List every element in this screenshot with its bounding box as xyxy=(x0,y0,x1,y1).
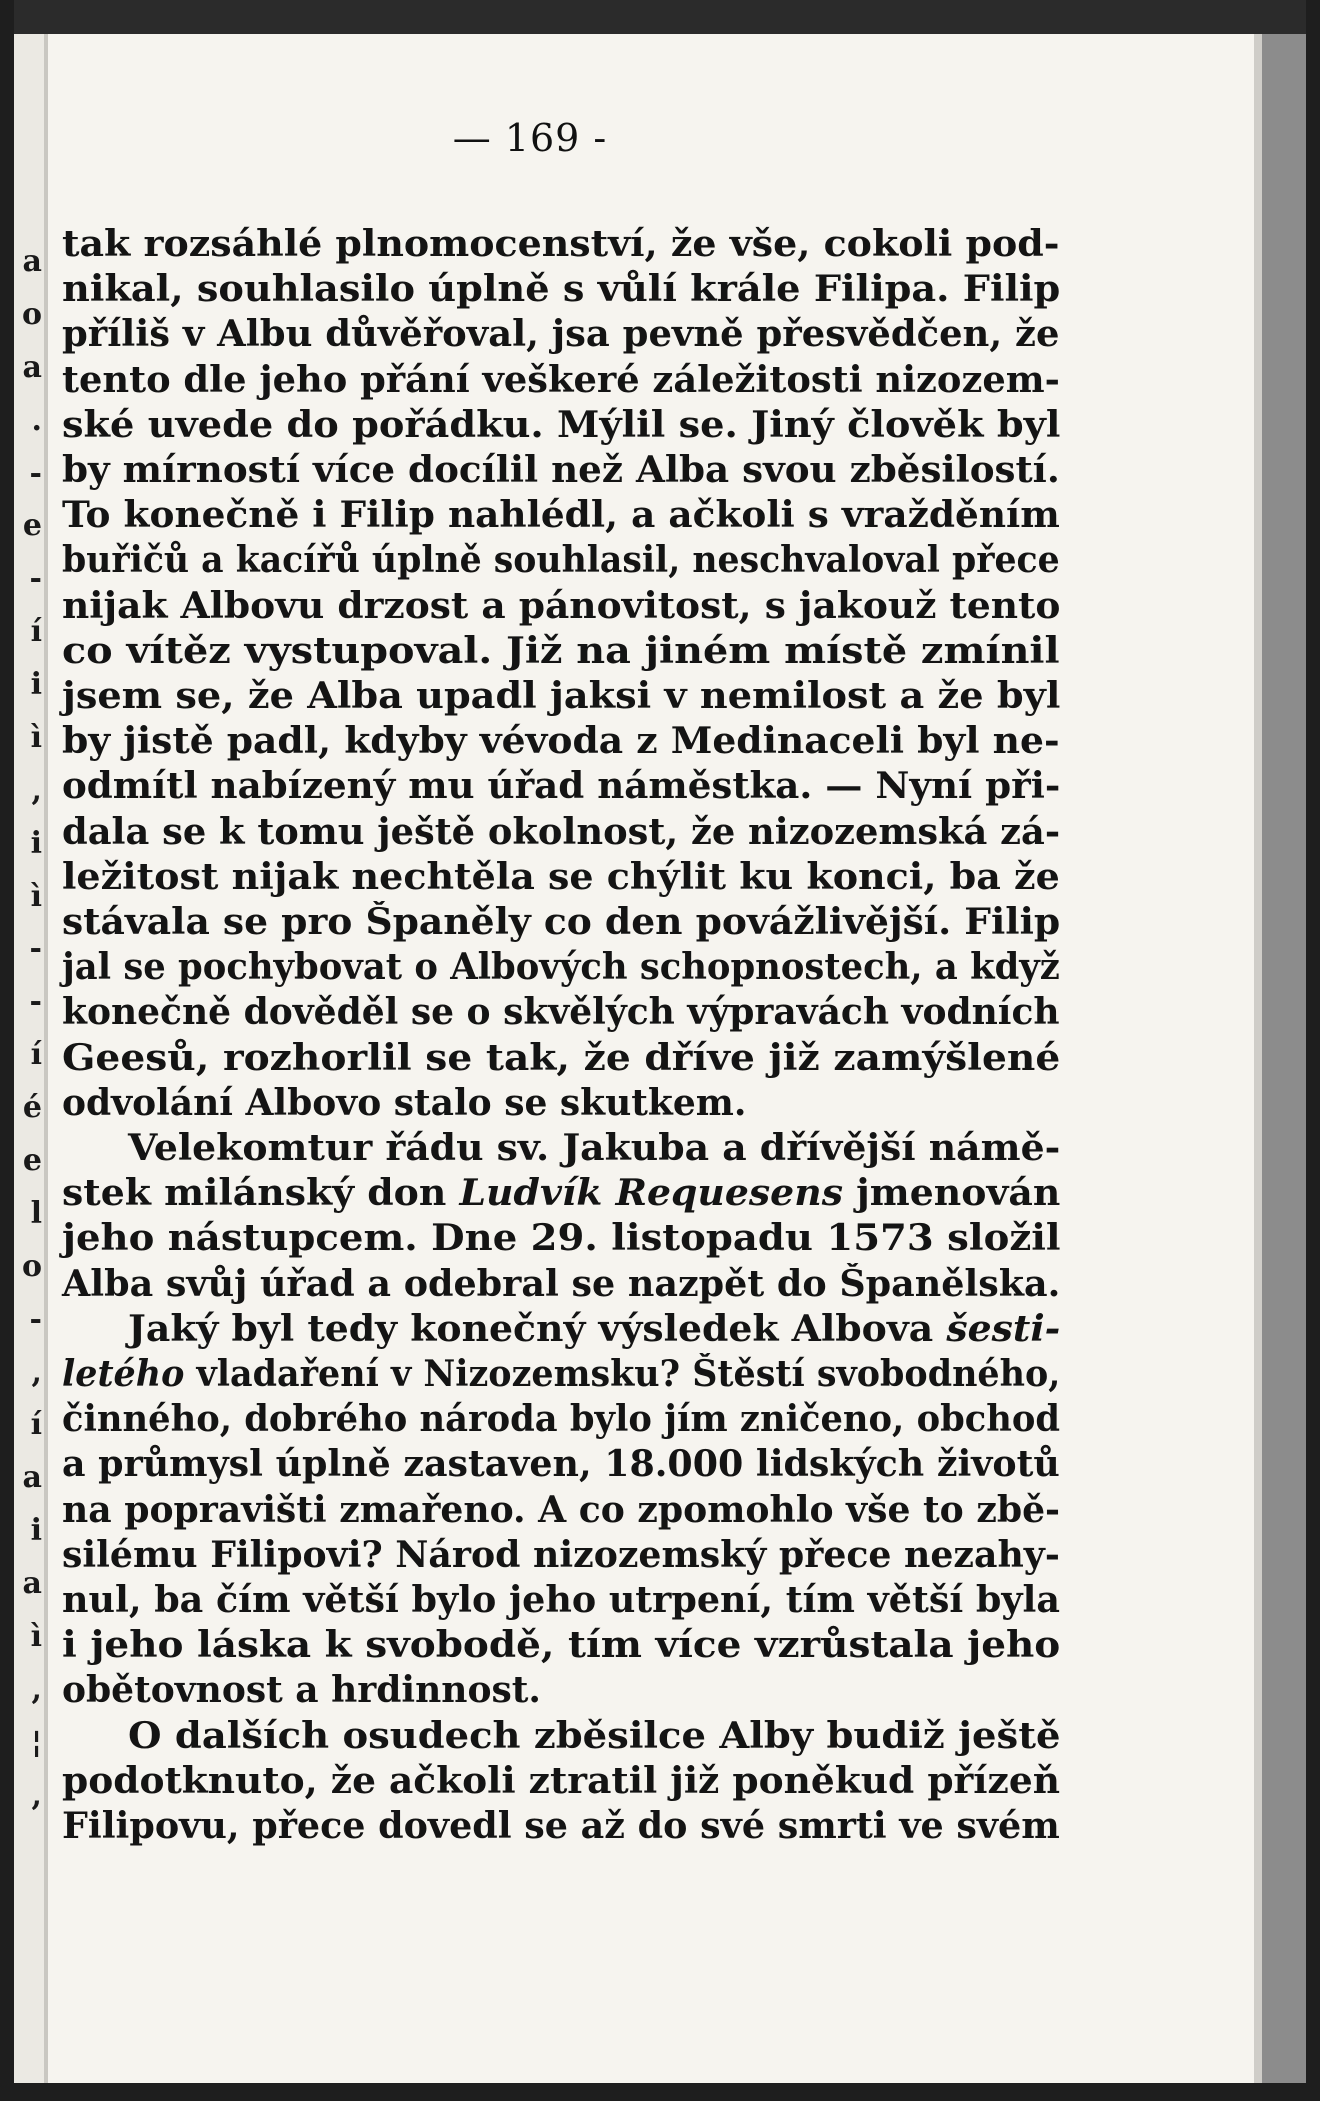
scan-border-bottom xyxy=(0,2083,1320,2101)
text-line: Alba svůj úřad a odebral se nazpět do Španělska. xyxy=(62,1262,1061,1305)
text-line: nikal, souhlasilo úplně s vůlí krále Filipa. Filip xyxy=(62,268,1061,311)
margin-fragment: é xyxy=(22,1090,42,1126)
text-line: činného, dobrého národa bylo jím zničeno, obchod xyxy=(62,1398,1061,1441)
text-line: obětovnost a hrdinnost. xyxy=(62,1669,541,1712)
text-line xyxy=(62,1171,1060,1215)
text-line: by mírností více docílil než Alba svou zběsilostí. xyxy=(62,449,1060,491)
margin-fragment: i xyxy=(30,1513,42,1549)
italic-run: šesti- xyxy=(946,1307,1061,1350)
italic-run: letého xyxy=(62,1353,185,1395)
text-line: buřičů a kacířů úplně souhlasil, neschvaloval přece xyxy=(62,539,1060,582)
text-line: stávala se pro Španěly co den povážlivější. Filip xyxy=(62,901,1061,943)
margin-fragment: o xyxy=(21,296,42,332)
margin-fragment: - xyxy=(29,931,42,967)
right-gutter xyxy=(1262,34,1306,2083)
text-line: silému Filipovi? Národ nizozemský přece nezahy- xyxy=(62,1533,1060,1576)
margin-fragment: a xyxy=(22,1460,42,1496)
margin-fragment: a xyxy=(22,244,42,279)
text-line: Geesů, rozhorlil se tak, že dříve již zamýšlené xyxy=(62,1036,1061,1079)
scan-border-left xyxy=(0,0,14,2101)
margin-fragment: - xyxy=(29,984,42,1020)
margin-fragment: , xyxy=(31,1354,42,1390)
text-line: konečně dověděl se o skvělých výpravách vodních xyxy=(62,991,1060,1034)
text-line: jsem se, že Alba upadl jaksi v nemilost a že byl xyxy=(62,675,1061,717)
previous-page-fragment xyxy=(14,34,48,2083)
margin-fragment: - xyxy=(29,455,42,491)
margin-fragment: ¦ xyxy=(31,1724,42,1760)
margin-fragment: , xyxy=(31,1777,42,1813)
margin-fragment: e xyxy=(22,1143,42,1179)
text-line: odmítl nabízený mu úřad náměstka. — Nyní při- xyxy=(62,765,1061,808)
margin-fragment: , xyxy=(31,1671,42,1707)
margin-fragment: o xyxy=(21,1248,42,1284)
text-line: dala se k tomu ještě okolnost, že nizozemská zá- xyxy=(62,810,1061,853)
text-line: a průmysl úplně zastaven, 18.000 lidských životů xyxy=(62,1443,1060,1486)
text-run: Jaký byl tedy konečný výsledek Albova xyxy=(128,1307,947,1350)
text-line: nijak Albovu drzost a pánovitost, s jakouž tento xyxy=(62,584,1061,627)
text-line: O dalších osudech zběsilce Alby budiž ještě xyxy=(128,1714,1061,1757)
margin-fragment: ì xyxy=(30,719,42,755)
text-line xyxy=(128,1307,1060,1351)
text-line: To konečně i Filip nahlédl, a ačkoli s vražděním xyxy=(62,494,1060,537)
margin-fragment: e xyxy=(22,508,42,544)
text-line: jal se pochybovat o Albových schopnostech, a když xyxy=(62,946,1060,989)
page-number: — 169 - xyxy=(452,116,608,160)
text-run: stek milánský don xyxy=(62,1172,460,1215)
text-line: Filipovu, přece dovedl se až do své smrti ve svém xyxy=(62,1805,1060,1847)
margin-fragment: - xyxy=(29,561,42,597)
margin-fragment: a xyxy=(22,1566,42,1602)
text-line: co vítěz vystupoval. Již na jiném místě zmínil xyxy=(62,629,1060,672)
text-line: i jeho láska k svobodě, tím více vzrůstala jeho xyxy=(62,1624,1061,1667)
text-line: na popravišti zmařeno. A co zpomohlo vše to zbě- xyxy=(62,1488,1061,1531)
text-line: příliš v Albu důvěřoval, jsa pevně přesvědčen, že xyxy=(62,313,1060,356)
text-line: nul, ba čím větší bylo jeho utrpení, tím větší byla xyxy=(62,1579,1060,1621)
margin-fragment: a xyxy=(22,349,42,385)
margin-fragment: í xyxy=(30,1037,42,1073)
page-fold xyxy=(44,34,48,2083)
text-line: odvolání Albovo stalo se skutkem. xyxy=(62,1081,747,1124)
margin-fragment: ì xyxy=(30,1618,42,1654)
text-line: tento dle jeho přání veškeré záležitosti nizozem- xyxy=(62,358,1060,401)
text-line: by jistě padl, kdyby vévoda z Medinaceli byl ne- xyxy=(62,720,1060,763)
italic-run: Ludvík Requesens xyxy=(459,1172,843,1215)
scan-border-top xyxy=(0,0,1320,34)
text-run: jmenován xyxy=(842,1172,1061,1215)
text-line: Velekomtur řádu sv. Jakuba a dřívější námě- xyxy=(128,1127,1061,1169)
text-line: jeho nástupcem. Dne 29. listopadu 1573 složil xyxy=(62,1217,1061,1260)
margin-fragment: ì xyxy=(30,878,42,914)
margin-fragment: - xyxy=(29,1301,42,1337)
text-run: vladaření v Nizozemsku? Štěstí svobodného, xyxy=(184,1353,1061,1395)
margin-fragment: i xyxy=(30,667,42,703)
margin-fragment: í xyxy=(30,614,42,650)
text-line: ležitost nijak nechtěla se chýlit ku konci, ba že xyxy=(62,855,1060,898)
text-line xyxy=(62,1352,1060,1396)
margin-fragment: l xyxy=(30,1195,42,1231)
margin-fragment: . xyxy=(31,402,42,438)
scan-border-right xyxy=(1306,0,1320,2101)
text-line: tak rozsáhlé plnomocenství, že vše, cokoli pod- xyxy=(62,223,1060,265)
text-line: podotknuto, že ačkoli ztratil již poněkud přízeň xyxy=(62,1759,1060,1802)
text-line: ské uvede do pořádku. Mýlil se. Jiný člověk byl xyxy=(62,403,1061,446)
margin-fragment: í xyxy=(30,1407,42,1443)
margin-fragment: i xyxy=(30,825,42,861)
margin-fragment: , xyxy=(31,772,42,808)
